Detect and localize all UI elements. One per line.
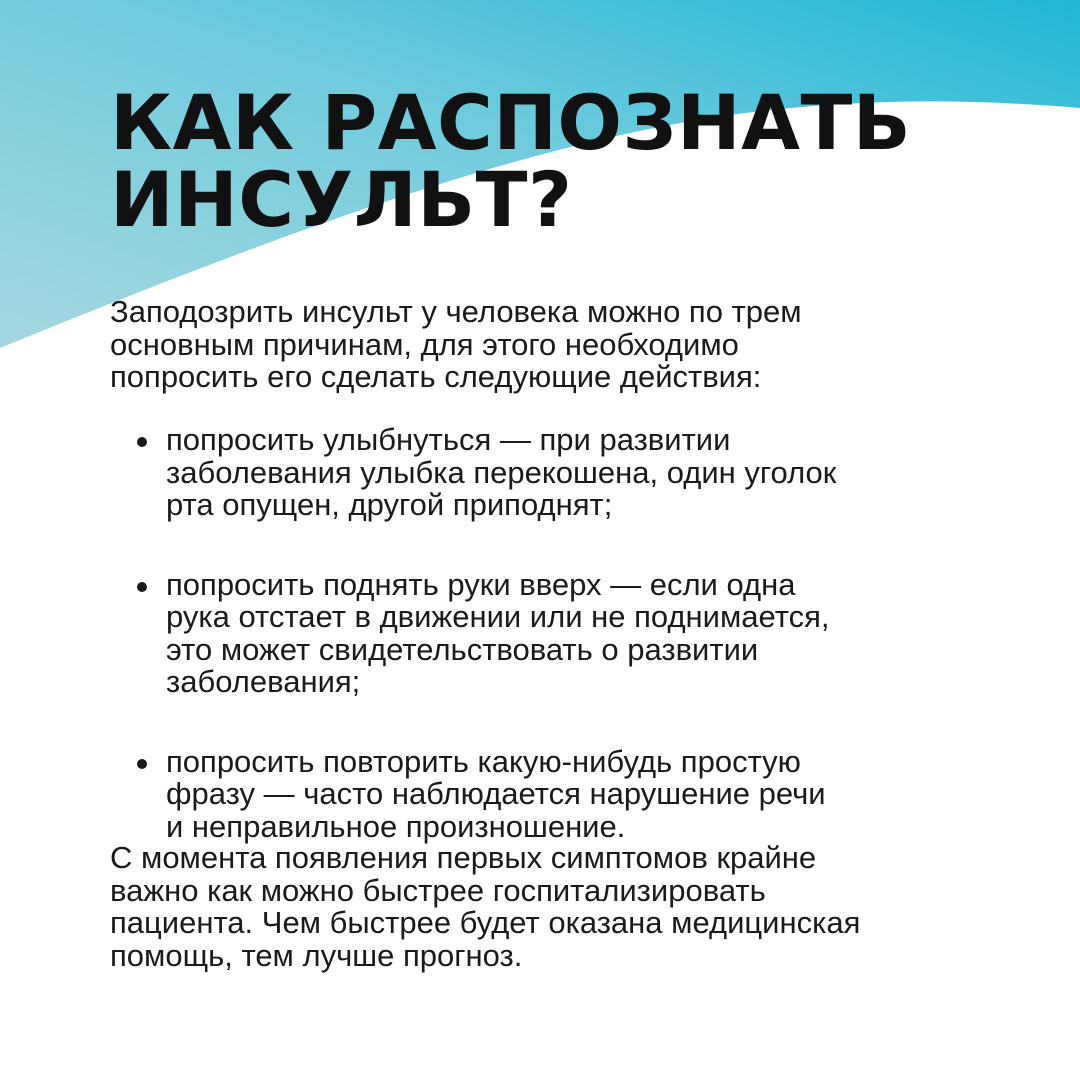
text-line: заболевания улыбка перекошена, один уголок [166, 454, 837, 490]
outro-paragraph [110, 842, 860, 972]
text-line: попросить его сделать следующие действия: [110, 359, 762, 394]
title-line: ИНСУЛЬТ? [110, 155, 573, 244]
text-line: заболевания; [166, 664, 361, 699]
list-item [110, 566, 836, 699]
list-item [110, 743, 836, 844]
text-line: попросить поднять руки вверх — если одна [166, 566, 796, 602]
text-line: рука отстает в движении или не поднимается, [166, 599, 830, 634]
bullet-dot-icon [137, 582, 147, 592]
text-line: фразу — часто наблюдается нарушение речи [166, 776, 826, 811]
text-line: попросить улыбнуться — при развитии [166, 422, 731, 457]
slide-title [110, 78, 1050, 244]
text-line: основным причинам, для этого необходимо [110, 326, 739, 362]
text-line: С момента появления первых симптомов крайне [110, 840, 817, 875]
list-item [110, 424, 836, 522]
text-line: помощь, тем лучше прогноз. [110, 937, 523, 973]
title-line: КАК РАСПОЗНАТЬ [110, 78, 912, 167]
text-line: рта опущен, другой приподнят; [166, 487, 613, 522]
text-line: пациента. Чем быстрее будет оказана медицинская [110, 905, 861, 940]
text-line: Заподозрить инсульт у человека можно по трем [110, 294, 802, 329]
text-line: попросить повторить какую-нибудь простую [166, 743, 801, 779]
symptom-list [110, 424, 836, 843]
text-line: важно как можно быстрее госпитализировать [110, 872, 766, 908]
text-line: и неправильное произношение. [166, 808, 626, 844]
bullet-dot-icon [137, 759, 147, 769]
intro-paragraph [110, 296, 802, 394]
text-line: это может свидетельствовать о развитии [166, 631, 759, 667]
bullet-dot-icon [137, 437, 147, 447]
